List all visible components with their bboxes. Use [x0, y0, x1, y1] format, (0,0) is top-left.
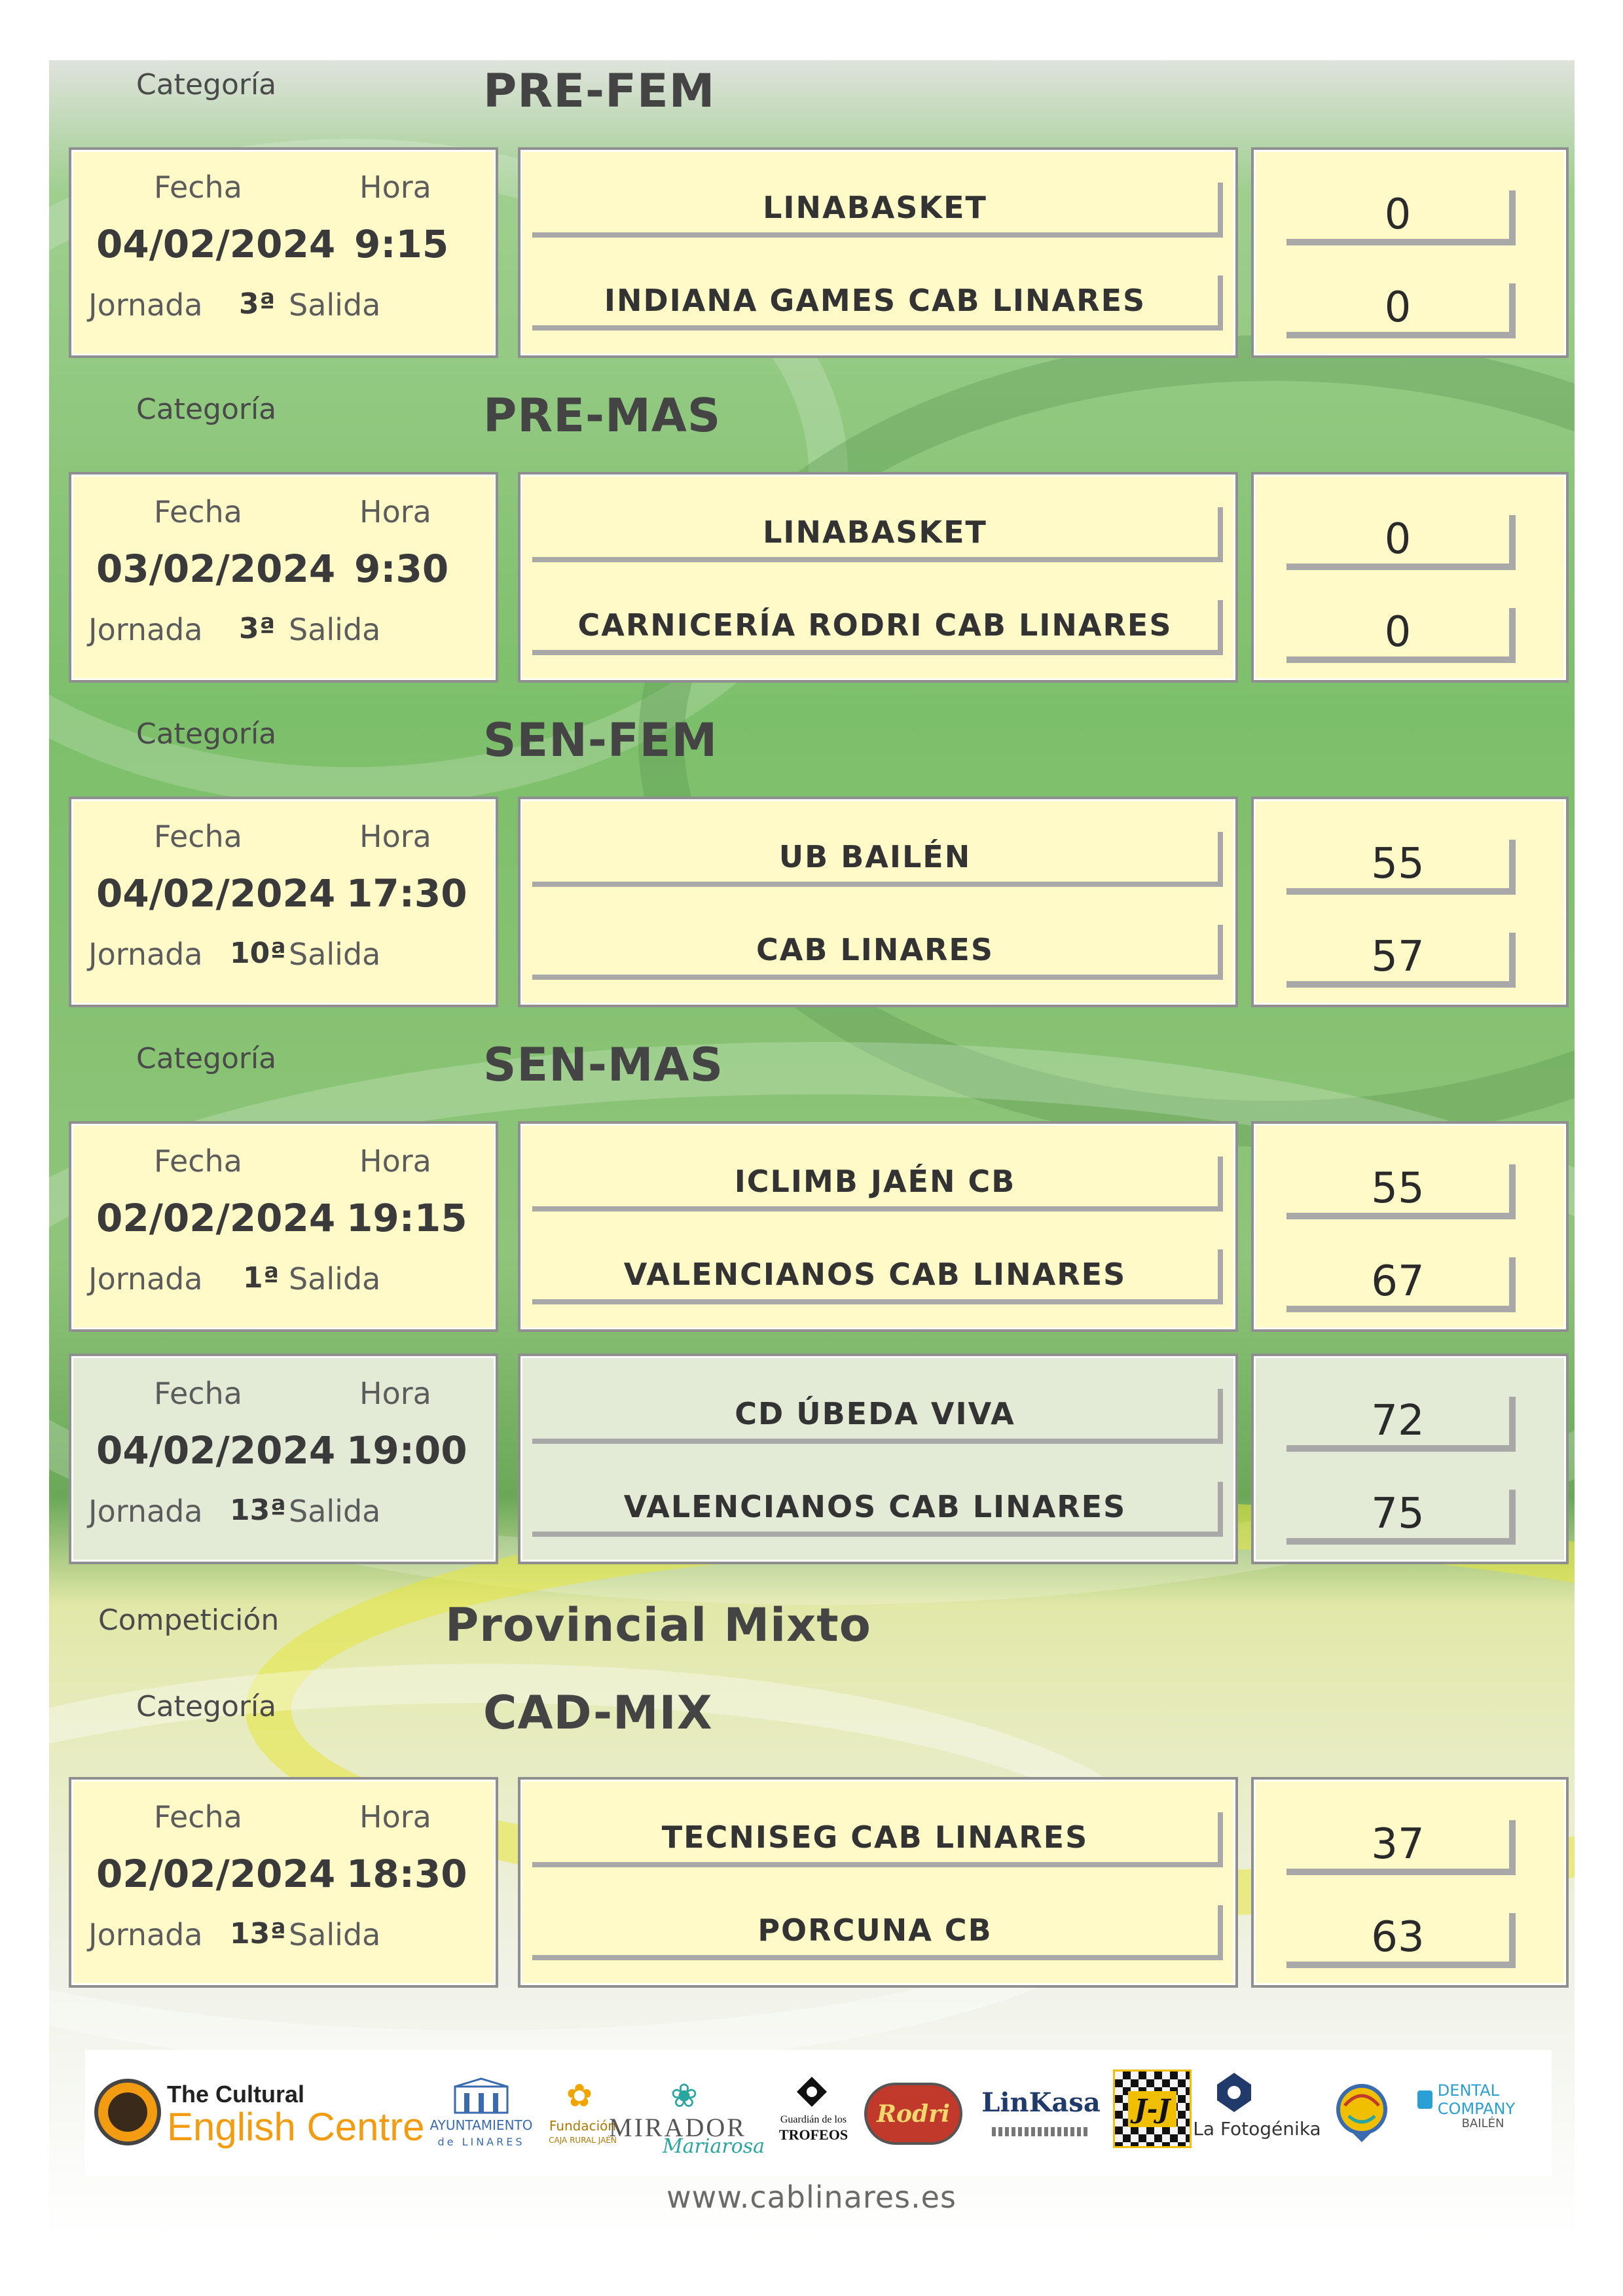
game-card	[69, 1354, 1558, 1564]
home-team: CD ÚBEDA VIVA	[532, 1389, 1223, 1444]
bilingual-badge-icon	[1329, 2076, 1395, 2148]
jj-checkered-logo	[1113, 2070, 1192, 2148]
round-number: 1ª	[243, 1261, 280, 1295]
away-team: VALENCIANOS CAB LINARES	[532, 1482, 1223, 1537]
category-row	[0, 385, 1623, 463]
away-team: PORCUNA CB	[532, 1905, 1223, 1960]
round-number: 13ª	[230, 1494, 287, 1527]
away-score: 75	[1286, 1490, 1516, 1545]
dental-company-name: DENTAL COMPANY	[1437, 2081, 1516, 2118]
round-number: 3ª	[239, 612, 276, 645]
game-time: 19:15	[346, 1196, 467, 1240]
ayuntamiento-subtext: de LINARES	[437, 2135, 525, 2148]
exit-label: Salida	[289, 287, 381, 323]
fotogenika-text: La Fotogénika	[1193, 2117, 1321, 2140]
home-team: UB BAILÉN	[532, 832, 1223, 887]
away-score: 0	[1286, 608, 1516, 663]
round-label: Jornada	[88, 937, 203, 972]
category-name: PRE-FEM	[483, 64, 716, 118]
away-score: 57	[1286, 933, 1516, 988]
round-number: 3ª	[239, 287, 276, 321]
game-time: 9:15	[354, 222, 449, 266]
home-score: 55	[1286, 1164, 1516, 1219]
game-card	[69, 797, 1558, 1007]
away-team: CAB LINARES	[532, 925, 1223, 980]
category-name: CAD-MIX	[483, 1686, 713, 1740]
cultural-main-text: English Centre	[167, 2104, 425, 2149]
time-label: Hora	[359, 494, 431, 529]
category-label: Categoría	[136, 1690, 277, 1723]
game-date: 02/02/2024	[96, 1196, 336, 1240]
category-row	[0, 1034, 1623, 1113]
time-label: Hora	[359, 1799, 431, 1835]
dental-company-text	[1417, 2081, 1555, 2118]
home-team: TECNISEG CAB LINARES	[532, 1812, 1223, 1867]
exit-label: Salida	[289, 1494, 381, 1529]
exit-label: Salida	[289, 937, 381, 972]
teams-panel	[518, 1354, 1238, 1564]
game-date: 03/02/2024	[96, 547, 336, 591]
home-score: 55	[1286, 840, 1516, 895]
category-label: Categoría	[136, 68, 277, 101]
game-date: 04/02/2024	[96, 1428, 336, 1473]
game-card	[69, 147, 1558, 358]
teams-panel	[518, 1777, 1238, 1988]
home-score: 0	[1286, 515, 1516, 570]
round-label: Jornada	[88, 612, 203, 647]
competition-row	[0, 1589, 1623, 1668]
round-number: 10ª	[230, 937, 287, 970]
date-label: Fecha	[154, 1799, 242, 1835]
teams-panel	[518, 797, 1238, 1007]
home-score: 0	[1286, 190, 1516, 245]
game-date: 02/02/2024	[96, 1852, 336, 1896]
date-label: Fecha	[154, 170, 242, 205]
category-name: PRE-MAS	[483, 389, 721, 442]
date-label: Fecha	[154, 1376, 242, 1411]
exit-label: Salida	[289, 1261, 381, 1297]
category-row	[0, 60, 1623, 139]
game-info-panel	[69, 1121, 498, 1332]
category-label: Categoría	[136, 717, 277, 751]
game-info-panel	[69, 1777, 498, 1988]
home-score: 37	[1286, 1820, 1516, 1875]
game-info-panel	[69, 147, 498, 358]
cultural-english-centre-logo	[92, 2076, 164, 2148]
round-label: Jornada	[88, 1917, 203, 1952]
home-team: LINABASKET	[532, 183, 1223, 238]
away-team: INDIANA GAMES CAB LINARES	[532, 276, 1223, 331]
teams-panel	[518, 1121, 1238, 1332]
game-card	[69, 1121, 1558, 1332]
round-label: Jornada	[88, 287, 203, 323]
guardian-text: Guardián de los	[780, 2114, 847, 2125]
category-row	[0, 1682, 1623, 1761]
sponsors-strip	[85, 2050, 1552, 2176]
fotogenika-icon	[1211, 2070, 1257, 2115]
category-name: SEN-MAS	[483, 1038, 724, 1092]
fundacion-text: Fundación	[549, 2118, 617, 2134]
game-date: 04/02/2024	[96, 871, 336, 916]
date-label: Fecha	[154, 494, 242, 529]
category-label: Categoría	[136, 393, 277, 426]
home-team: LINABASKET	[532, 507, 1223, 562]
away-team: VALENCIANOS CAB LINARES	[532, 1249, 1223, 1304]
exit-label: Salida	[289, 1917, 381, 1952]
competition-label: Competición	[98, 1604, 280, 1637]
scores-panel	[1251, 1777, 1569, 1988]
scores-panel	[1251, 797, 1569, 1007]
mirador-script-text: Mariarosa	[662, 2134, 765, 2158]
away-score: 0	[1286, 283, 1516, 338]
fundacion-icon: ✿	[566, 2077, 593, 2114]
game-time: 17:30	[346, 871, 467, 916]
game-time: 9:30	[354, 547, 449, 591]
game-info-panel	[69, 797, 498, 1007]
fundacion-subtext: CAJA RURAL JAÉN	[549, 2136, 617, 2145]
trofeos-diamond-icon	[792, 2072, 831, 2111]
game-date: 04/02/2024	[96, 222, 336, 266]
away-team: CARNICERÍA RODRI CAB LINARES	[532, 600, 1223, 655]
round-label: Jornada	[88, 1494, 203, 1529]
ayuntamiento-icon	[432, 2076, 530, 2115]
jj-text: J-J	[1128, 2091, 1176, 2127]
away-score: 67	[1286, 1257, 1516, 1312]
dental-logo-icon	[1417, 2090, 1432, 2109]
mirador-text: MIRADOR	[609, 2112, 746, 2142]
home-score: 72	[1286, 1397, 1516, 1452]
scores-panel	[1251, 147, 1569, 358]
mirador-rose-icon: ❀	[670, 2077, 698, 2115]
rodri-logo: Rodri	[864, 2083, 962, 2145]
game-time: 18:30	[346, 1852, 467, 1896]
exit-label: Salida	[289, 612, 381, 647]
time-label: Hora	[359, 1376, 431, 1411]
date-label: Fecha	[154, 819, 242, 854]
category-label: Categoría	[136, 1042, 277, 1075]
trofeos-text: TROFEOS	[778, 2126, 848, 2143]
linkasa-fineprint	[992, 2127, 1090, 2136]
scores-panel	[1251, 472, 1569, 683]
home-team: ICLIMB JAÉN CB	[532, 1157, 1223, 1211]
dental-subtext: BAILÉN	[1461, 2116, 1504, 2130]
teams-panel	[518, 472, 1238, 683]
game-card	[69, 472, 1558, 683]
scores-panel	[1251, 1121, 1569, 1332]
date-label: Fecha	[154, 1143, 242, 1179]
teams-panel	[518, 147, 1238, 358]
cultural-top-text: The Cultural	[167, 2081, 305, 2108]
category-name: SEN-FEM	[483, 713, 718, 767]
time-label: Hora	[359, 1143, 431, 1179]
game-time: 19:00	[346, 1428, 467, 1473]
ayuntamiento-text: AYUNTAMIENTO	[429, 2117, 533, 2133]
time-label: Hora	[359, 170, 431, 205]
category-row	[0, 709, 1623, 788]
linkasa-logo: LinKasa	[981, 2087, 1101, 2118]
game-card	[69, 1777, 1558, 1988]
game-info-panel	[69, 1354, 498, 1564]
scores-panel	[1251, 1354, 1569, 1564]
time-label: Hora	[359, 819, 431, 854]
competition-name: Provincial Mixto	[445, 1598, 871, 1652]
away-score: 63	[1286, 1913, 1516, 1968]
game-info-panel	[69, 472, 498, 683]
round-number: 13ª	[230, 1917, 287, 1950]
website-url[interactable]: www.cablinares.es	[666, 2179, 957, 2215]
round-label: Jornada	[88, 1261, 203, 1297]
